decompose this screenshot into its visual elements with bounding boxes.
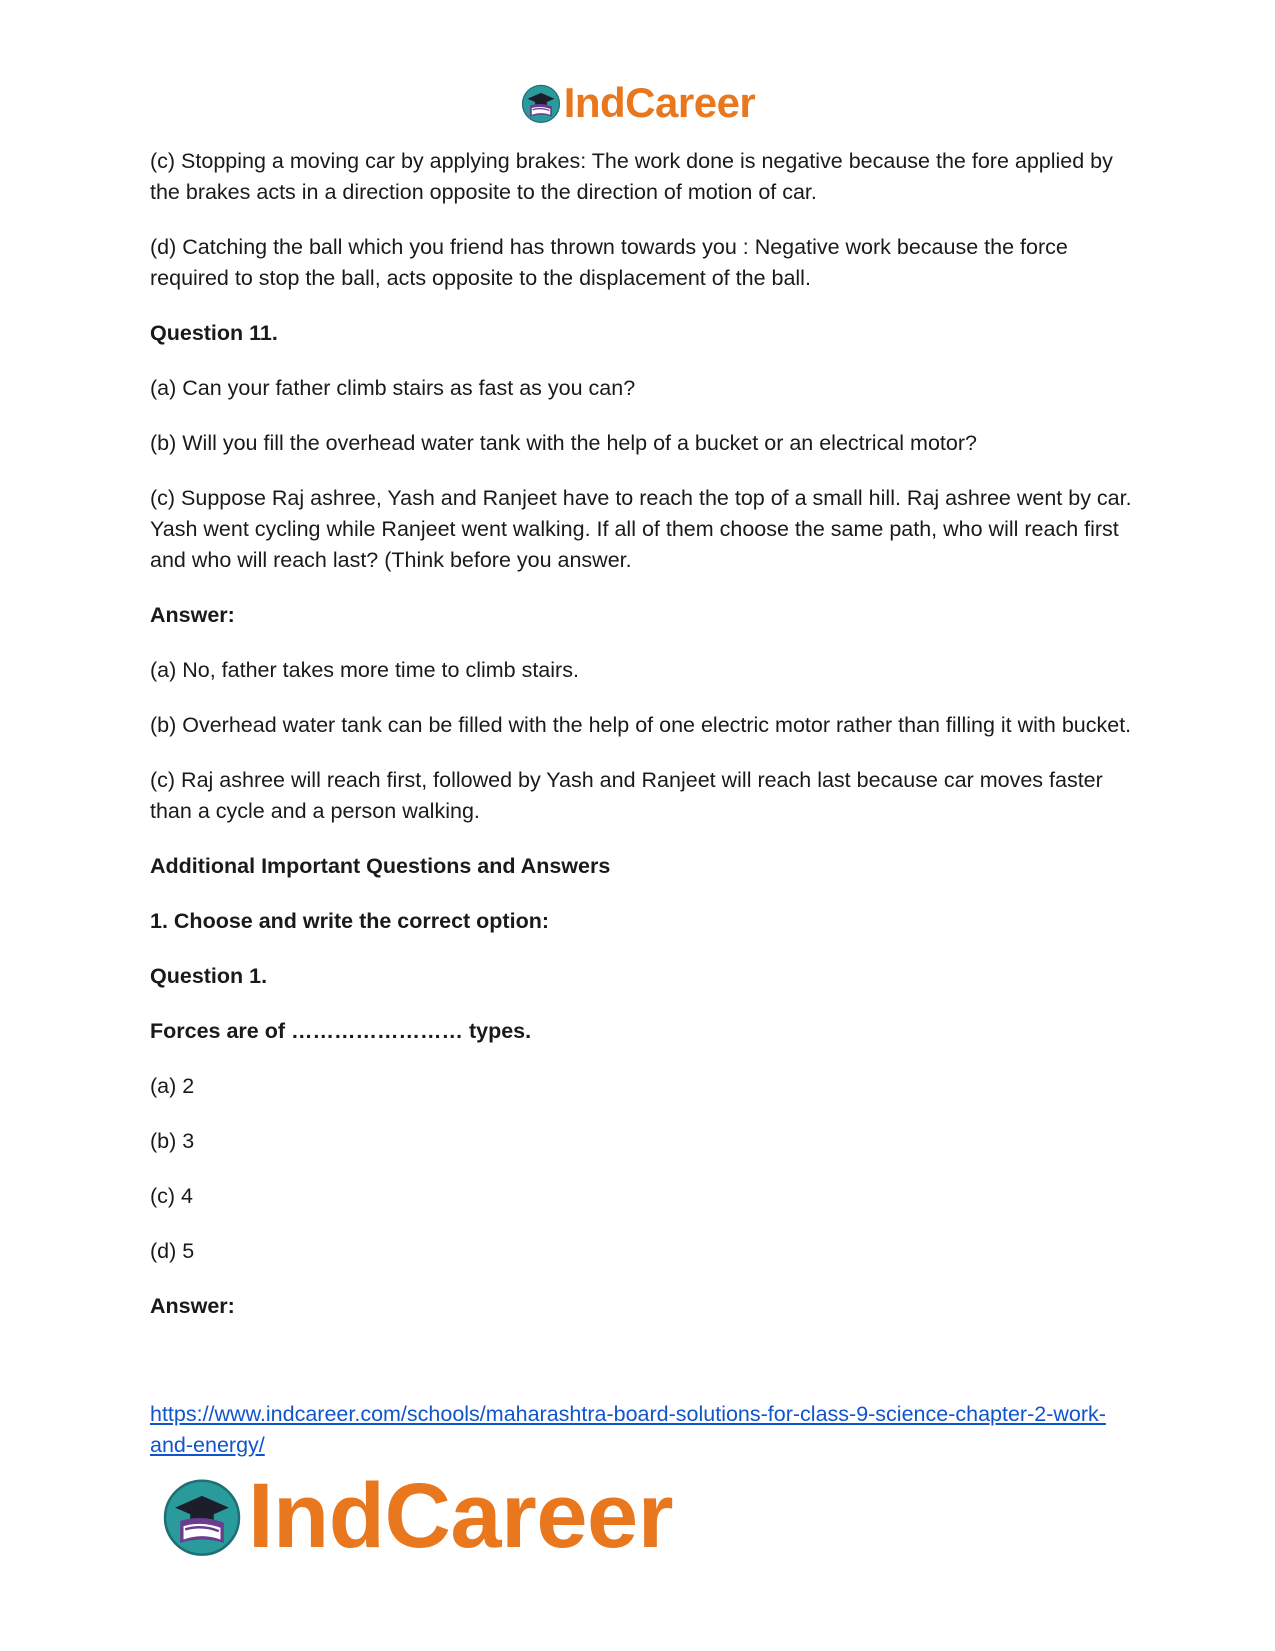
option-d: (d) 5 [150, 1239, 195, 1263]
subsection-heading: 1. Choose and write the correct option: [150, 909, 549, 933]
logo [520, 79, 756, 126]
answer-heading: Answer: [150, 603, 235, 627]
question-11-heading: Question 11. [150, 321, 278, 345]
graduation-cap-book-globe-icon [160, 1474, 244, 1558]
question-11-a: (a) Can your father climb stairs as fast as you can? [150, 376, 636, 400]
question-11-c: (c) Suppose Raj ashree, Yash and Ranjeet have to reach the top of a small hill. Raj ashree went by car. Yash went cycling while Ranjeet went walking. If all of them choose the same path, who will reach first and who will reach last? (Think before you answer. [150, 486, 1132, 572]
source-link-block [150, 1399, 1135, 1461]
option-c: (c) 4 [150, 1184, 193, 1208]
answer-c: (c) Raj ashree will reach first, followed by Yash and Ranjeet will reach last because car moves faster than a cycle and a person walking. [150, 768, 1103, 823]
source-link[interactable]: https://www.indcareer.com/schools/maharashtra-board-solutions-for-class-9-science-chapter-2-work-and-energy/ [150, 1402, 1106, 1457]
brand-name: IndCareer [563, 79, 756, 126]
paragraph-c-stopping-car: (c) Stopping a moving car by applying brakes: The work done is negative because the fore applied by the brakes acts in a direction opposite to the direction of motion of car. [150, 149, 1113, 204]
header-logo [0, 78, 1275, 128]
answer-heading-2: Answer: [150, 1294, 235, 1318]
graduation-cap-book-globe-icon [520, 82, 562, 124]
option-b: (b) 3 [150, 1129, 195, 1153]
question-1-heading: Question 1. [150, 964, 268, 988]
answer-a: (a) No, father takes more time to climb stairs. [150, 658, 579, 682]
section-heading: Additional Important Questions and Answers [150, 854, 611, 878]
answer-b: (b) Overhead water tank can be filled with the help of one electric motor rather than filling it with bucket. [150, 713, 1132, 737]
option-a: (a) 2 [150, 1074, 195, 1098]
brand-name-large: IndCareer [248, 1465, 673, 1567]
footer-logo [160, 1466, 673, 1566]
question-11-b: (b) Will you fill the overhead water tank with the help of a bucket or an electrical motor? [150, 431, 977, 455]
paragraph-d-catching-ball: (d) Catching the ball which you friend has thrown towards you : Negative work because the force required to stop the ball, acts opposite to the displacement of the ball. [150, 235, 1068, 290]
question-1-text: Forces are of …………………… types. [150, 1019, 532, 1043]
document-body [150, 146, 1135, 1322]
